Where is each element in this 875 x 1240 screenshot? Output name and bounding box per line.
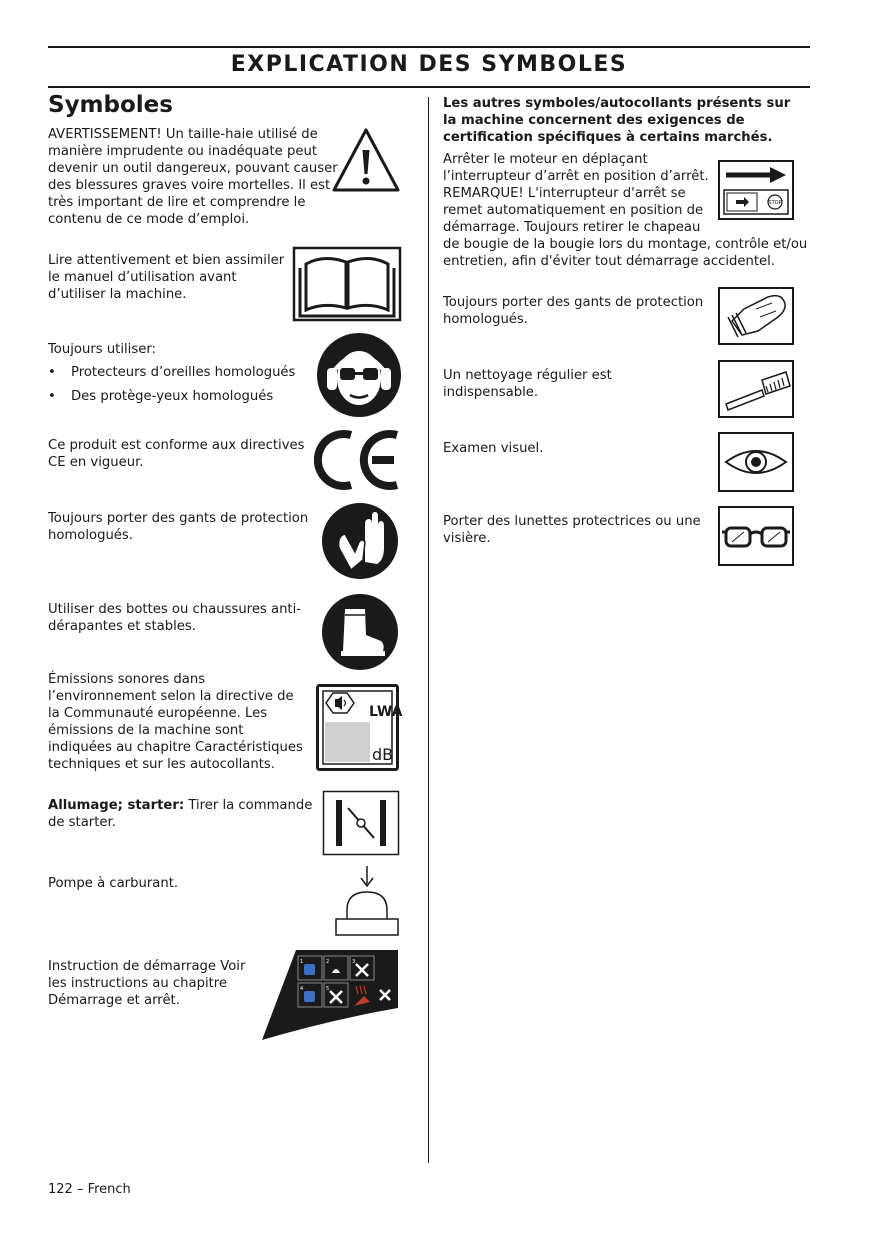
gloves-icon — [321, 502, 399, 580]
sound-emission-label-icon — [316, 684, 403, 771]
step-5-label: 5 — [326, 986, 330, 992]
lwa-label: LWA — [369, 704, 403, 720]
ce-mark-icon — [314, 427, 402, 493]
start-instructions-decal-icon — [260, 946, 402, 1042]
list-item: • Protecteurs d’oreilles homologués — [48, 364, 295, 388]
warning-triangle-icon — [330, 124, 402, 196]
page-title: EXPLICATION DES SYMBOLES — [230, 52, 628, 77]
book-icon — [292, 246, 402, 322]
choke-description: Tirer la commande de starter. — [48, 798, 313, 830]
db-label: dB — [372, 745, 394, 764]
warning-text: AVERTISSEMENT! Un taille-haie utilisé de manière imprudente ou inadéquate peut devenir un outil dangereux, pouvant causer des blessures graves voire mortelles. Il est très important de lire et comprendre le contenu de ce mode d’emploi. — [48, 127, 338, 227]
glove-icon — [718, 287, 794, 345]
glasses-text: Porter des lunettes protectrices ou une visière. — [443, 514, 701, 546]
choke-text — [48, 797, 313, 831]
noise-text: Émissions sonores dans l’environnement selon la directive de la Communauté européenne. Les émissions de la machine sont indiquées au chapitre Caractéristiques techniques et sur les autocollants. — [48, 672, 303, 772]
stop-label: STOP — [768, 200, 782, 206]
boots-icon — [321, 593, 399, 671]
stop-text — [443, 151, 808, 270]
ppe-list — [48, 364, 295, 411]
step-4-label: 4 — [300, 986, 304, 992]
gloves-text: Toujours porter des gants de protection homologués. — [48, 511, 309, 543]
page-number: 122 – French — [48, 1182, 131, 1197]
boots-text: Utiliser des bottes ou chaussures anti-dérapantes et stables. — [48, 602, 302, 634]
list-item: • Des protège-yeux homologués — [48, 388, 295, 412]
step-1-label: 1 — [300, 959, 304, 965]
safety-glasses-icon — [718, 506, 794, 566]
section-heading: Symboles — [48, 92, 173, 118]
choke-label: Allumage; starter: — [48, 798, 185, 813]
brush-icon — [718, 360, 794, 418]
always-use-text: Toujours utiliser: — [48, 342, 156, 357]
column-divider — [428, 97, 429, 1163]
choke-icon — [322, 790, 400, 856]
visual-text: Examen visuel. — [443, 441, 544, 456]
start-text: Instruction de démarrage Voir les instructions au chapitre Démarrage et arrêt. — [48, 959, 246, 1008]
stop-description: Arrêter le moteur en déplaçant l’interrupteur d’arrêt en position d’arrêt. REMARQUE! L'interrupteur d'arrêt se remet automatiquement en position de démarrage. Toujours retirer le chapeau de bougie de la bougie lors du montage, contrôle et/ou entretien, afin d'éviter tout démarrage accidentel. — [443, 152, 808, 269]
eye-icon — [718, 432, 794, 492]
cleaning-text: Un nettoyage régulier est indispensable. — [443, 368, 612, 400]
step-2-label: 2 — [326, 959, 330, 965]
ce-text: Ce produit est conforme aux directives CE en vigueur. — [48, 438, 305, 470]
gloves-right-text: Toujours porter des gants de protection homologués. — [443, 295, 704, 327]
right-heading: Les autres symboles/autocollants présents sur la machine concernent des exigences de certification spécifiques à certains marchés. — [443, 96, 791, 145]
step-3-label: 3 — [352, 959, 356, 965]
top-rule — [48, 46, 810, 48]
manual-text: Lire attentivement et bien assimiler le manuel d’utilisation avant d’utiliser la machine. — [48, 253, 285, 302]
ear-eye-protection-icon — [316, 332, 402, 418]
stop-switch-icon — [718, 160, 794, 220]
fuel-pump-icon — [332, 864, 402, 938]
pump-text: Pompe à carburant. — [48, 876, 179, 891]
title-rule — [48, 86, 810, 88]
